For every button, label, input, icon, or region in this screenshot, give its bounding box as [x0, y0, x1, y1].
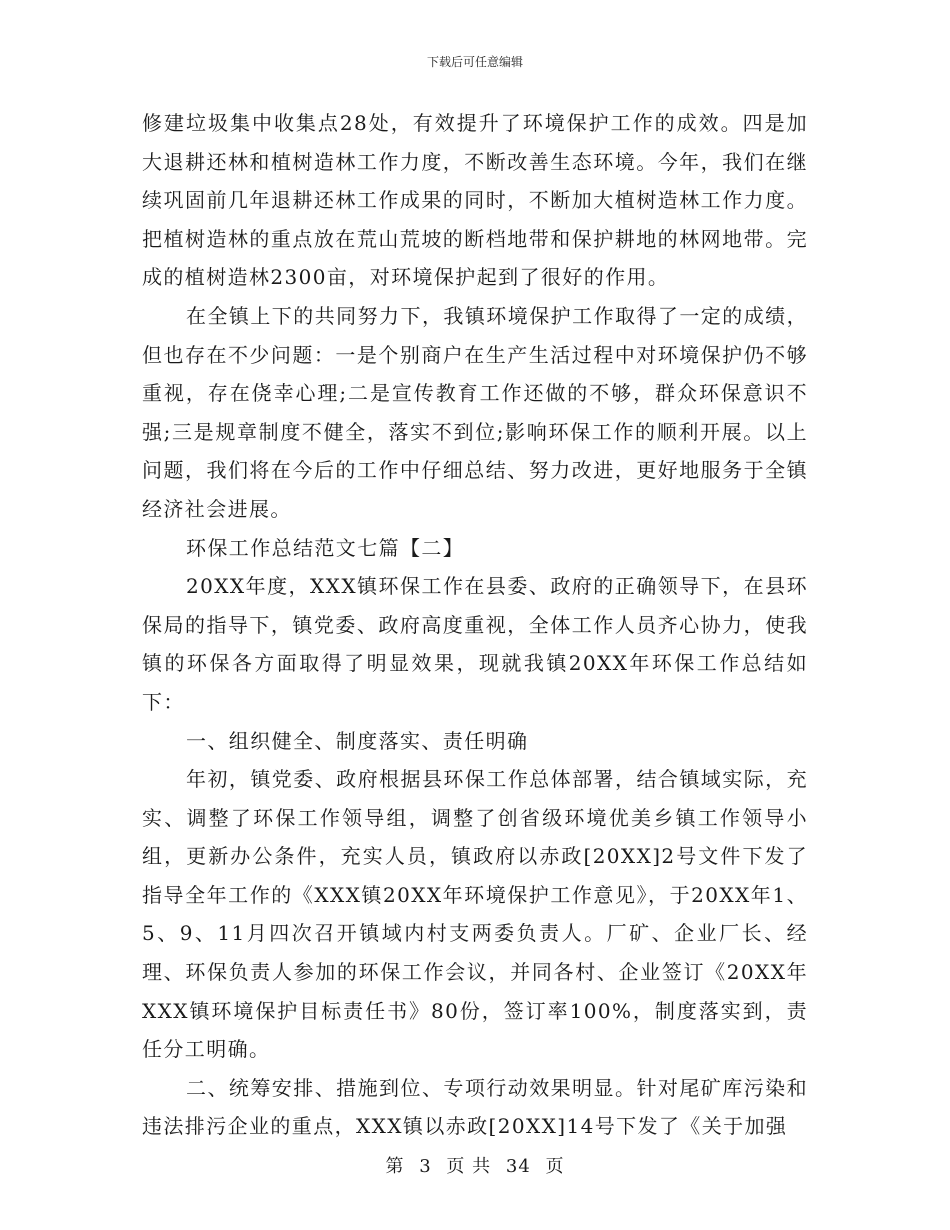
footer-page-number: 3 [419, 1156, 432, 1177]
paragraph: 修建垃圾集中收集点28处，有效提升了环境保护工作的成效。四是加大退耕还林和植树造林工作力度，不断改善生态环境。今年，我们在继续巩固前几年退耕还林工作成果的同时，不断加大植树造林工作力度。把植树造林的重点放在荒山荒坡的断档地带和保护耕地的林网地带。完成的植树造林2300亩，对环境保护起到了很好的作用。 [142, 111, 808, 290]
paragraph: 在全镇上下的共同努力下，我镇环境保护工作取得了一定的成绩，但也存在不少问题：一是个别商户在生产生活过程中对环境保护仍不够重视，存在侥幸心理;二是宣传教育工作还做的不够，群众环保意识不强;三是规章制度不健全，落实不到位;影响环保工作的顺利开展。以上问题，我们将在今后的工作中仔细总结、努力改进，更好地服务于全镇经济社会进展。 [142, 303, 808, 521]
footer-mid: 页 共 [446, 1156, 492, 1177]
section-title: 环保工作总结范文七篇【二】 [186, 535, 465, 560]
paragraph: 年初，镇党委、政府根据县环保工作总体部署，结合镇域实际，充实、调整了环保工作领导组，调整了创省级环境优美乡镇工作领导小组，更新办公条件，充实人员，镇政府以赤政[20XX]2号文件下发了指导全年工作的《XXX镇20XX年环境保护工作意见》，于20XX年1、5、9、11月四次召开镇域内村支两委负责人。厂矿、企业厂长、经理、环保负责人参加的环保工作会议，并同各村、企业签订《20XX年XXX镇环境保护目标责任书》80份，签订率100%，制度落实到，责任分工明确。 [142, 767, 808, 1062]
footer-total-pages: 34 [505, 1156, 531, 1177]
paragraph: 二、统筹安排、措施到位、专项行动效果明显。针对尾矿库污染和违法排污企业的重点，XXX镇以赤政[20XX]14号下发了《关于加强 [142, 1075, 808, 1139]
document-body [142, 104, 808, 1146]
page-header: 下载后可任意编辑 [426, 55, 523, 69]
section-heading: 一、组织健全、制度落实、责任明确 [186, 728, 529, 753]
paragraph: 20XX年度，XXX镇环保工作在县委、政府的正确领导下，在县环保局的指导下，镇党委、政府高度重视，全体工作人员齐心协力，使我镇的环保各方面取得了明显效果，现就我镇20XX年环保工作总结如下： [142, 574, 808, 714]
page-footer [0, 1152, 950, 1178]
footer-prefix: 第 [385, 1156, 405, 1177]
footer-suffix: 页 [545, 1156, 565, 1177]
